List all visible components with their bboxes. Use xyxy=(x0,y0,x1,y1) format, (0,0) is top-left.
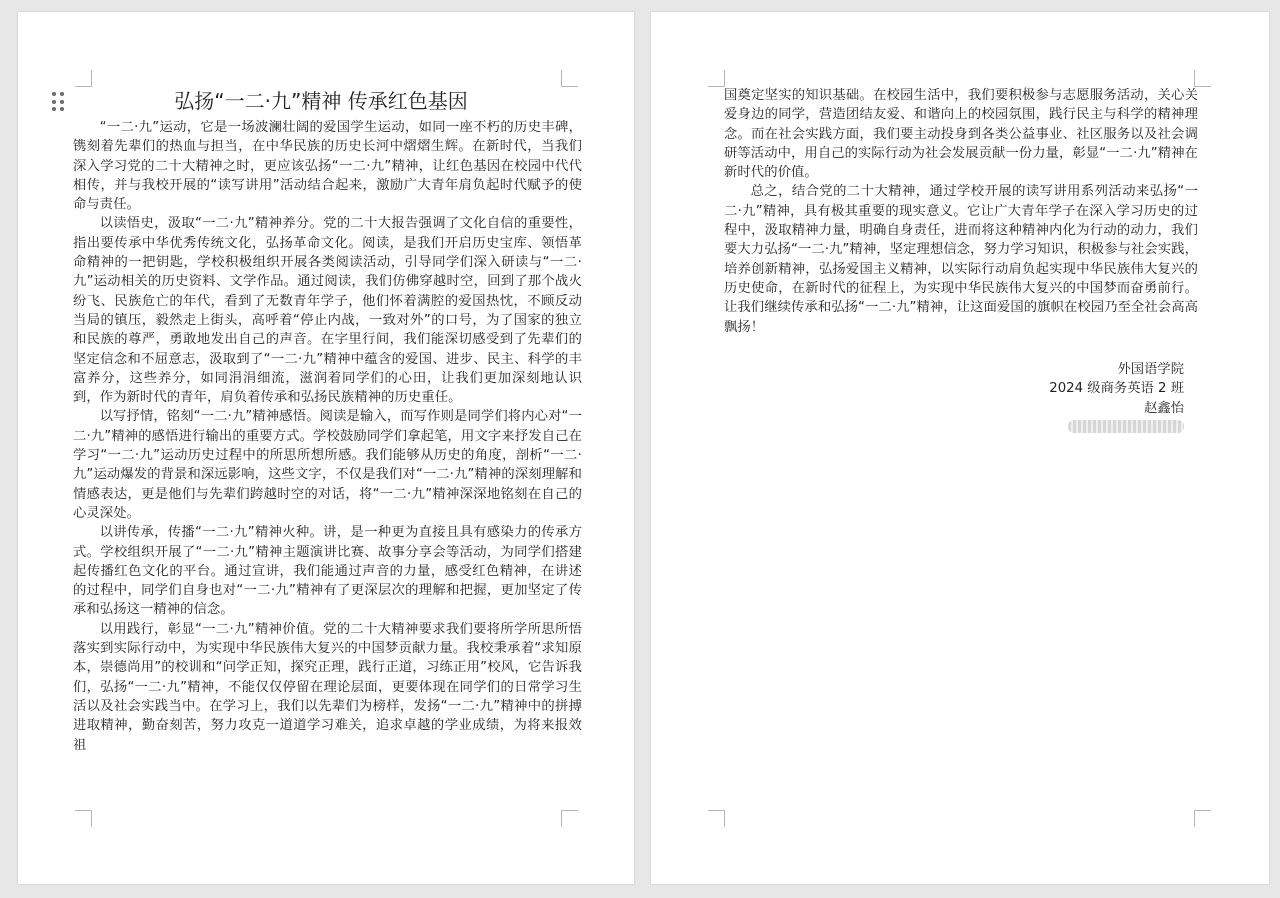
margin-corner-top-left xyxy=(75,70,92,87)
paragraph-intro[interactable]: “一二·九”运动，它是一场波澜壮阔的爱国学生运动，如同一座不朽的历史丰碑，镌刻着先辈们的热血与担当，在中华民族的历史长河中熠熠生辉。在新时代，当我们深入学习党的二十大精神之时，更应该弘扬“一二·九”精神，让红色基因在校园中代代相传，并与我校开展的“读写讲用”活动结合起来，激励广大青年肩负起时代赋予的使命与责任。 xyxy=(73,120,582,213)
signature-block xyxy=(1049,360,1184,433)
paragraph-reading[interactable]: 以读悟史，汲取“一二·九”精神养分。党的二十大报告强调了文化自信的重要性，指出要传承中华优秀传统文化，弘扬革命文化。阅读，是我们开启历史宝库、领悟革命精神的一把钥匙，学校积极组织开展各类阅读活动，引导同学们深入研读与“一二·九”运动相关的历史资料、文学作品。通过阅读，我们仿佛穿越时空，回到了那个战火纷飞、民族危亡的年代，看到了无数青年学子，他们怀着满腔的爱国热忱，不顾反动当局的镇压，毅然走上街头，高呼着“停止内战，一致对外”的口号，为了国家的独立和民族的尊严，勇敢地发出自己的声音。在字里行间，我们能深切感受到了先辈们的坚定信念和不屈意志，汲取到了“一二·九”精神中蕴含的爱国、进步、民主、科学的丰富养分，这些养分，如同涓涓细流，滋润着同学们的心田，让我们更加深刻地认识到，作为新时代的青年，肩负着传承和弘扬民族精神的历史重任。 xyxy=(73,216,582,406)
document-page-2 xyxy=(651,12,1269,884)
margin-corner-top-right xyxy=(561,70,578,87)
margin-corner-bottom-left xyxy=(708,810,725,827)
paragraph-practice-continued[interactable]: 国奠定坚实的知识基础。在校园生活中，我们要积极参与志愿服务活动，关心关爱身边的同学，营造团结友爱、和谐向上的校园氛围，践行民主与科学的精神理念。而在社会实践方面，我们要主动投身到各类公益事业、社区服务以及社会调研等活动中，用自己的实际行动为社会发展贡献一份力量，彰显“一二·九”精神在新时代的价值。 xyxy=(724,88,1198,181)
signature-class[interactable]: 2024 级商务英语 2 班 xyxy=(1049,381,1184,397)
paragraph-conclusion[interactable]: 总之，结合党的二十大精神，通过学校开展的读写讲用系列活动来弘扬“一二·九”精神，具有极其重要的现实意义。它让广大青年学子在深入学习历史的过程中，汲取精神力量，明确自身责任，进而将这种精神内化为行动的动力，我们要大力弘扬“一二·九”精神，坚定理想信念，努力学习知识，积极参与社会实践，培养创新精神，弘扬爱国主义精神，以实际行动肩负起实现中华民族伟大复兴的历史使命，在新时代的征程上，为实现中华民族伟大复兴的中国梦而奋勇前行。让我们继续传承和弘扬“一二·九”精神，让这面爱国的旗帜在校园乃至全社会高高飘扬！ xyxy=(724,184,1198,335)
margin-corner-top-left xyxy=(708,70,725,87)
margin-corner-bottom-right xyxy=(1194,810,1211,827)
page-1-body[interactable] xyxy=(73,118,582,820)
margin-corner-top-right xyxy=(1194,70,1211,87)
signature-school[interactable]: 外国语学院 xyxy=(1117,362,1184,377)
document-page-1 xyxy=(18,12,634,884)
document-title[interactable]: 弘扬“一二·九”精神 传承红色基因 xyxy=(174,89,468,113)
paragraph-speaking[interactable]: 以讲传承，传播“一二·九”精神火种。讲，是一种更为直接且具有感染力的传承方式。学校组织开展了“一二·九”精神主题演讲比赛、故事分享会等活动，为同学们搭建起传播红色文化的平台。通过宣讲，我们能通过声音的力量，感受红色精神，在讲述的过程中，同学们自身也对“一二·九”精神有了更深层次的理解和把握，更加坚定了传承和弘扬这一精神的信念。 xyxy=(73,525,582,618)
page-2-body[interactable] xyxy=(724,86,1198,337)
paragraph-practice[interactable]: 以用践行，彰显“一二·九”精神价值。党的二十大精神要求我们要将所学所思所悟落实到实际行动中，为实现中华民族伟大复兴的中国梦贡献力量。我校秉承着“求知原本，崇德尚用”的校训和“问学正知，探究正理，践行正道，习练正用”校风，它告诉我们，弘扬“一二·九”精神，不能仅仅停留在理论层面，更要体现在同学们的日常学习生活以及社会实践当中。在学习上，我们以先辈们为榜样，发扬“一二·九”精神中的拼搏进取精神，勤奋刻苦，努力攻克一道道学习难关，追求卓越的学业成绩，为将来报效祖 xyxy=(73,621,582,753)
blurred-date-mark xyxy=(1068,420,1184,433)
paragraph-writing[interactable]: 以写抒情，铭刻“一二·九”精神感悟。阅读是输入，而写作则是同学们将内心对“一二·九”精神的感悟进行输出的重要方式。学校鼓励同学们拿起笔，用文字来抒发自己在学习“一二·九”运动历史过程中的所思所想所感。我们能够从历史的角度，剖析“一二·九”运动爆发的背景和深远影响，这些文字，不仅是我们对“一二·九”精神的深刻理解和情感表达，更是他们与先辈们跨越时空的对话，将“一二·九”精神深深地铭刻在自己的心灵深处。 xyxy=(73,409,582,521)
drag-handle-icon[interactable] xyxy=(52,92,66,112)
signature-name[interactable]: 赵鑫怡 xyxy=(1144,400,1184,416)
